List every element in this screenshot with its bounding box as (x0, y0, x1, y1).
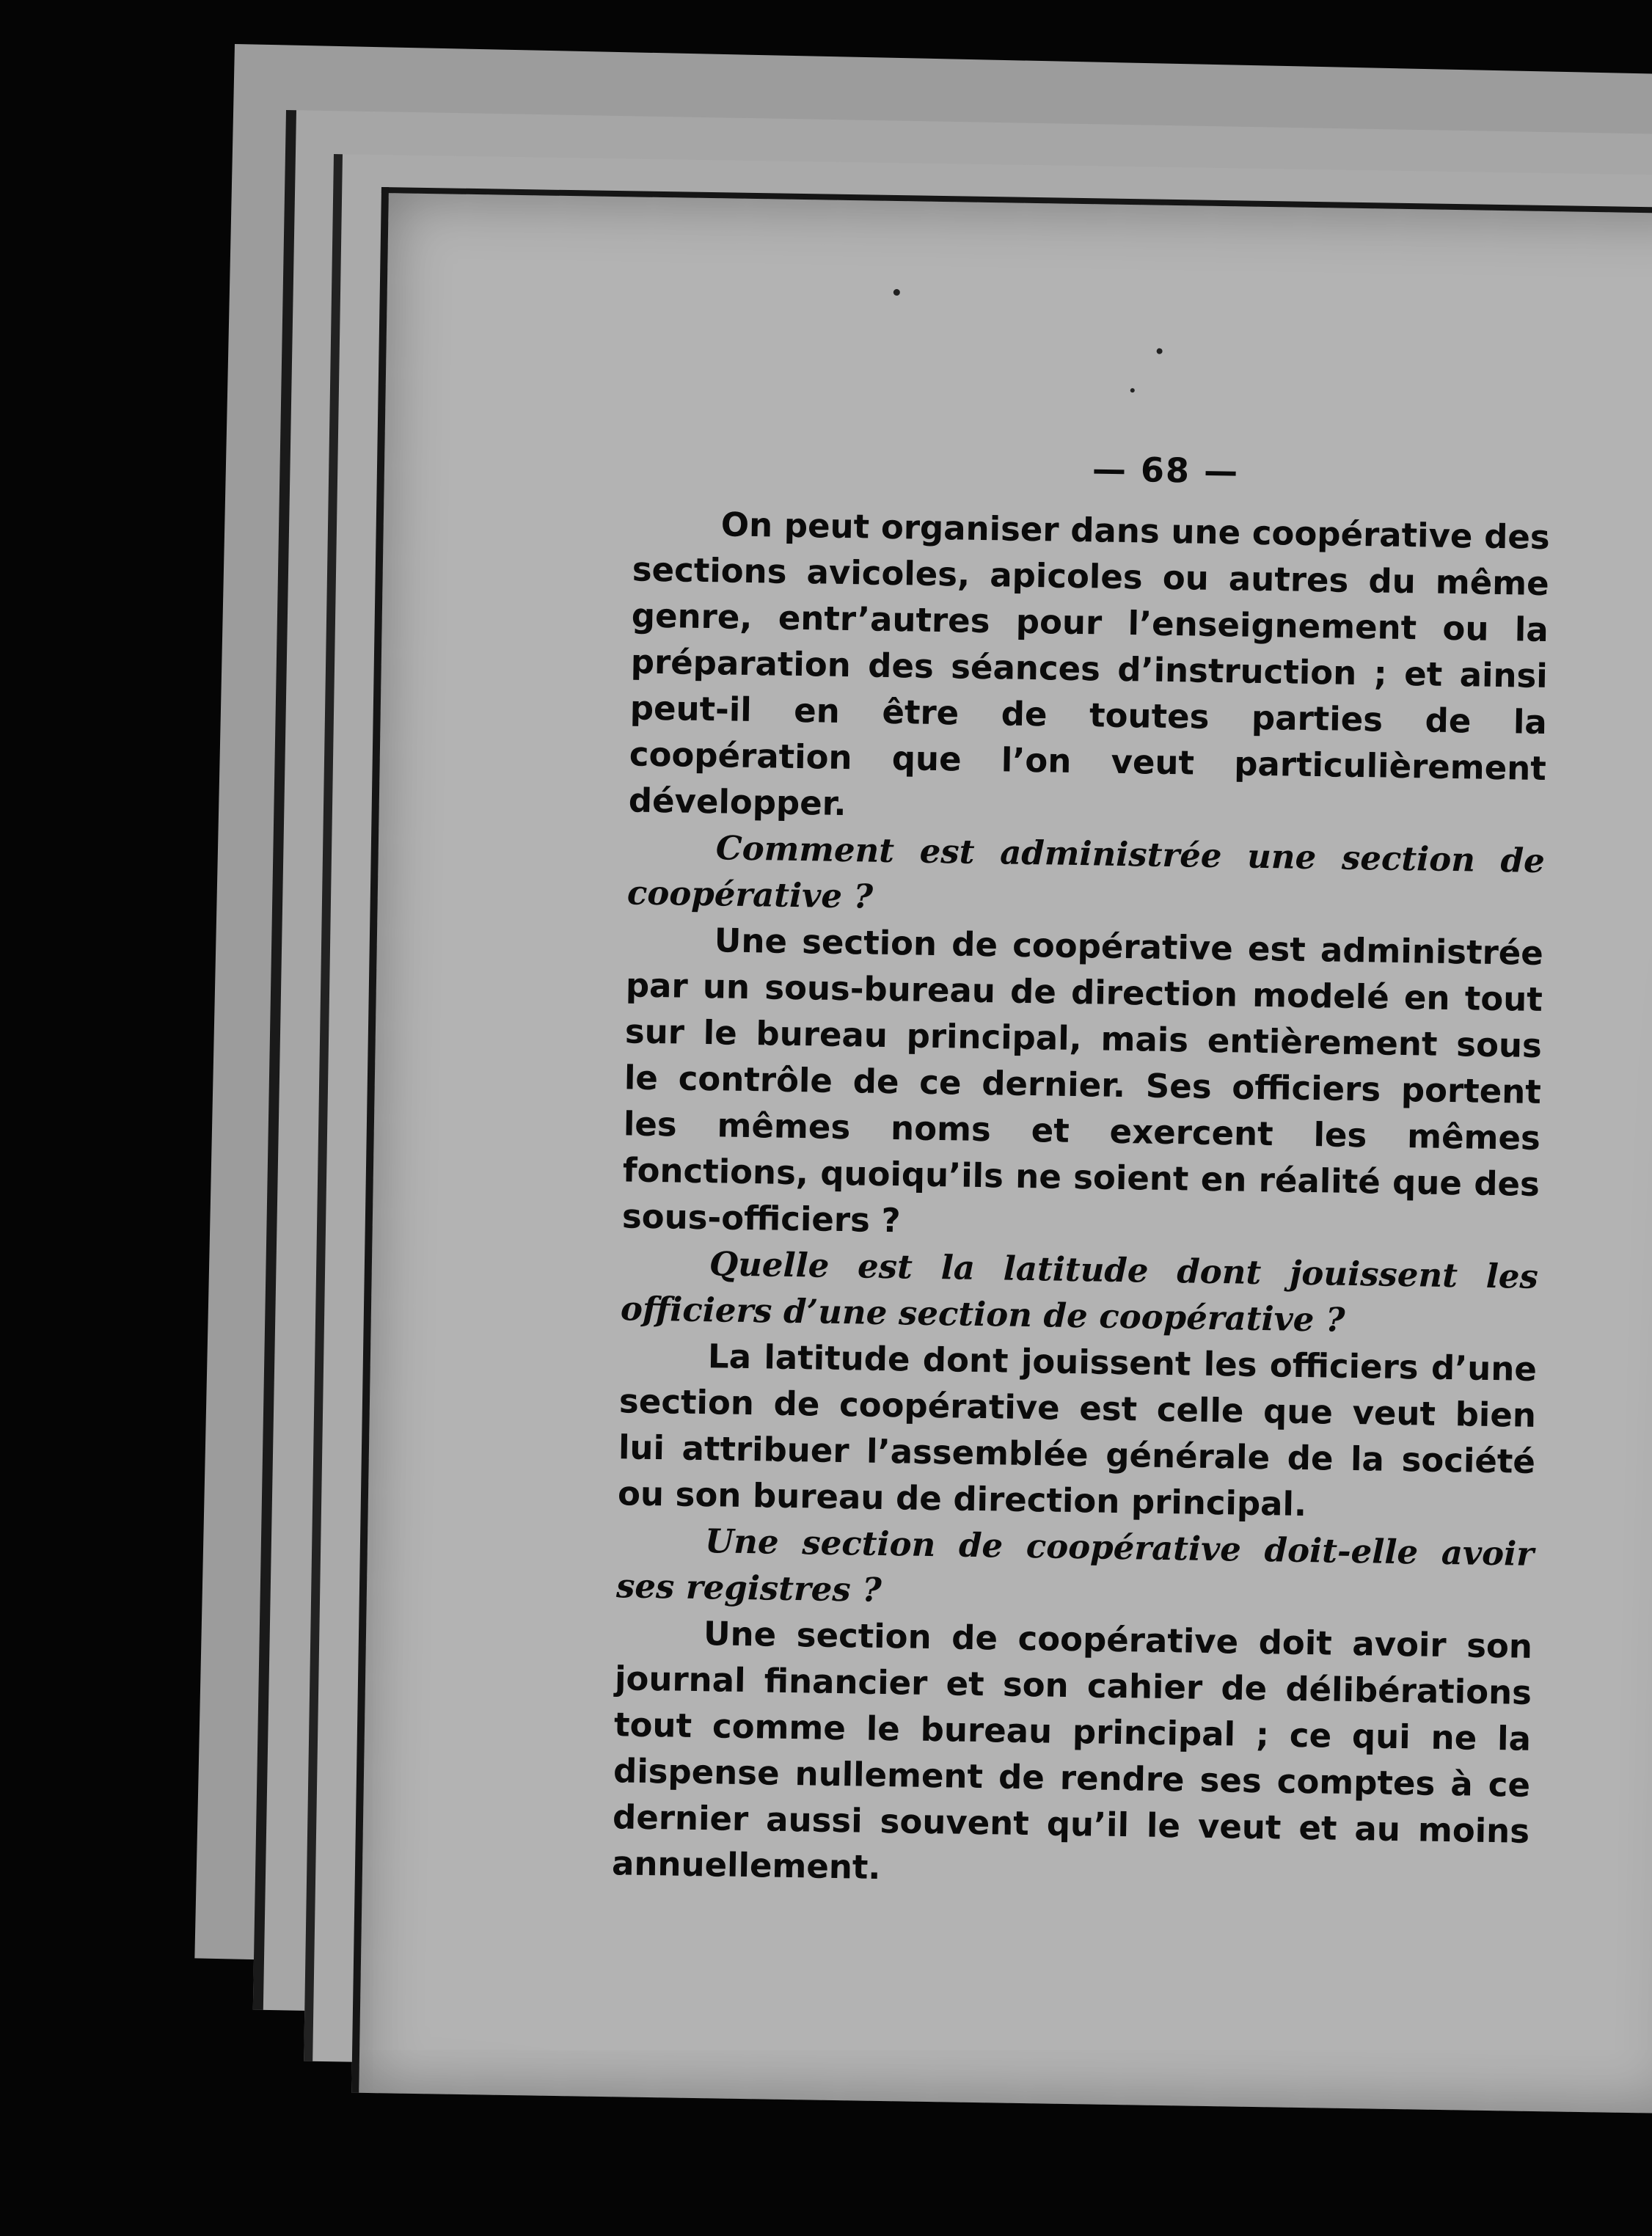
book-page (351, 187, 1652, 2113)
page-number: — 68 — (1092, 449, 1240, 492)
answer-registers: Une section de coopérative doit avoir son journal financier et son cahier de délibérations tout comme le bureau principal ; ce qui ne la dispense nullement de rendre ses comptes à ce dernier aussi souvent qu’il le veut et au moins annuellement. (611, 1614, 1533, 1887)
answer-latitude: La latitude dont jouissent les officiers d’une section de coopérative est celle que veut bien lui attribuer l’assemblée générale de la société ou son bureau de direction principal. (617, 1337, 1538, 1524)
speck (893, 289, 900, 296)
page-text (612, 439, 1552, 1900)
answer-administration: Une section de coopérative est administrée par un sous-bureau de direction modelé en tout sur le bureau principal, mais entièrement sous le contrôle de ce dernier. Ses officiers portent les mêmes noms et exercent les mêmes fonctions, quoiqu’ils ne soient en réalité que des sous-officiers ? (621, 921, 1544, 1241)
speck (1130, 388, 1135, 392)
question-administration: Comment est administrée une section de coopérative ? (626, 828, 1546, 916)
question-latitude: Quelle est la latitude dont jouissent les officiers d’une section de coopérative ? (620, 1244, 1539, 1340)
question-registers: Une section de coopérative doit-elle avoir ses registres ? (615, 1521, 1535, 1610)
paragraph-intro: On peut organiser dans une coopérative des sections avicoles, apicoles ou autres du même genre, entr’autres pour l’enseignement ou la préparation des séances d’instruction ; et ainsi peut-il en être de toutes parties de la coopération que l’on veut particulièrement développer. (628, 505, 1551, 824)
speck (1157, 348, 1163, 354)
